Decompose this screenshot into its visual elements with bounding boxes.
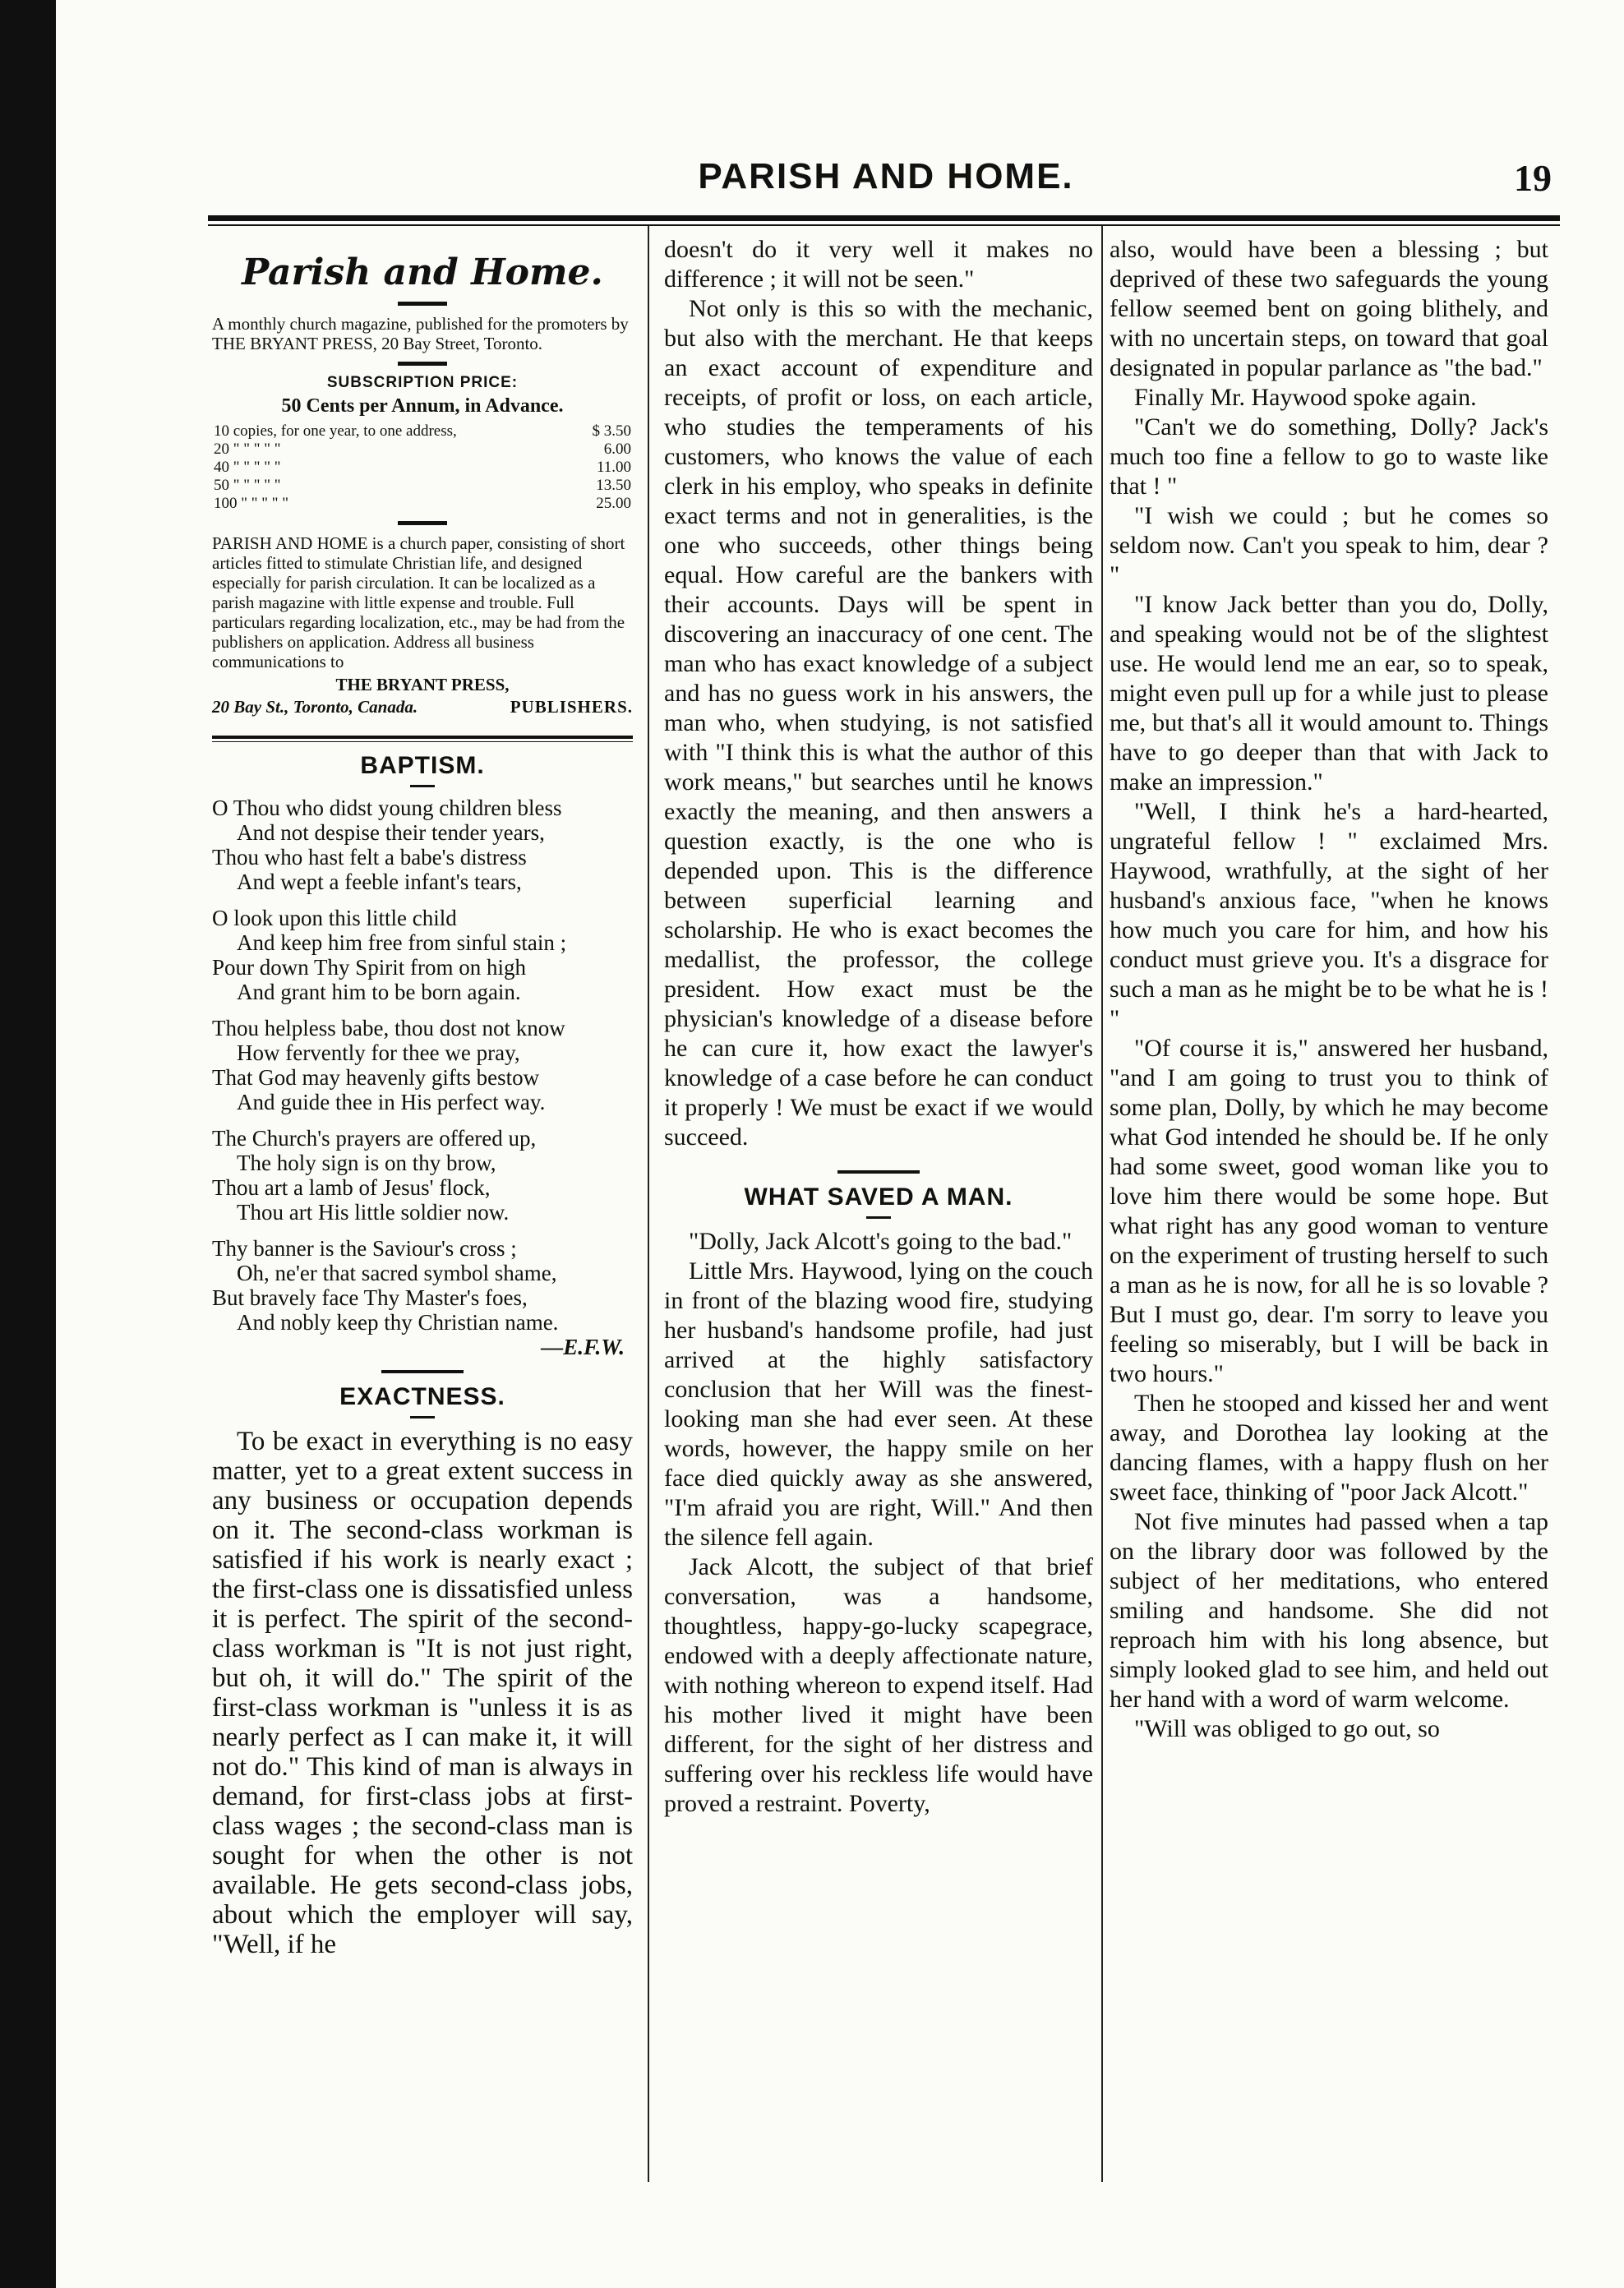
story-paragraph: Finally Mr. Haywood spoke again. xyxy=(1134,384,1477,411)
story-paragraph: "I know Jack better than you do, Dolly, and speaking would not be of the slightest use. He would lend me an ear, so to speak, might even pull up for a while just to please me, but that's all it would amount to. Things have to go deeper than that with Jack to make an impression." xyxy=(1110,591,1548,796)
story-paragraph: "Well, I think he's a hard-hearted, ungrateful fellow ! " exclaimed Mrs. Haywood, wrathfully, at the sight of her husband's anxious face, "when he knows how much you care for him, and how his conduct must grieve you. It's a disgrace for such a man as he might be to be what he is ! " xyxy=(1110,798,1548,1032)
price-quantity: 50 " " " " " xyxy=(214,477,281,494)
story-paragraph: "Of course it is," answered her husband, "and I am going to trust you to think of some plan, Dolly, by which he may become what God intended he should be. If he only had some sweet, good woman like you to love him there would be some hope. But what right has any good woman to venture on the experiment of trusting herself to such a man as he is now, for all he is so lovable ? But I must go, dear. I'm sorry to leave you feeling so miserably, but I will be back in two hours." xyxy=(1110,1035,1548,1387)
verse-line: Thy banner is the Saviour's cross ; xyxy=(212,1236,517,1261)
verse-line: Thou art a lamb of Jesus' flock, xyxy=(212,1175,491,1200)
column-divider-1 xyxy=(648,226,649,2182)
story-paragraph: "I wish we could ; but he comes so seldom now. Can't you speak to him, dear ? " xyxy=(1110,502,1548,588)
column-2 xyxy=(664,235,1093,1819)
section-double-rule xyxy=(212,736,633,742)
baptism-stanza xyxy=(212,1016,633,1114)
story-paragraph: "Dolly, Jack Alcott's going to the bad." xyxy=(689,1228,1073,1255)
verse-line: Thou who hast felt a babe's distress xyxy=(212,845,527,870)
verse-line: Oh, ne'er that sacred symbol shame, xyxy=(237,1261,557,1285)
price-amount: 25.00 xyxy=(596,495,631,512)
price-row xyxy=(212,441,633,459)
page-number: 19 xyxy=(1514,157,1552,199)
verse-line: And nobly keep thy Christian name. xyxy=(237,1310,559,1335)
baptism-stanza xyxy=(212,906,633,1004)
page-header xyxy=(212,156,1560,202)
price-row xyxy=(212,495,633,513)
story-paragraph: also, would have been a blessing ; but deprived of these two safeguards the young fellow seemed bent on going blithely, and with no uncertain steps, on toward that goal designated in popular parlance as "the bad." xyxy=(1110,236,1548,381)
newspaper-page xyxy=(56,0,1624,2288)
story-paragraph: Little Mrs. Haywood, lying on the couch in front of the blazing wood fire, studying her husband's handsome profile, had just arrived at the highly satisfactory conclusion that her Will was the finest-looking man she had ever seen. At these words, however, the happy smile on her face died quickly away as she answered, "I'm afraid you are right, Will." And then the silence fell again. xyxy=(664,1257,1093,1551)
verse-line: That God may heavenly gifts bestow xyxy=(212,1065,540,1090)
price-quantity: 40 " " " " " xyxy=(214,459,281,476)
price-row xyxy=(212,422,633,441)
verse-line: And not despise their tender years, xyxy=(237,820,545,845)
publishers-label: PUBLISHERS. xyxy=(510,697,633,717)
story-paragraph: Then he stooped and kissed her and went away, and Dorothea lay looking at the dancing flames, with a happy flush on her sweet face, thinking of "poor Jack Alcott." xyxy=(1110,1390,1548,1506)
verse-line: But bravely face Thy Master's foes, xyxy=(212,1285,528,1310)
story-paragraph: "Can't we do something, Dolly? Jack's much too fine a fellow to go to waste like that ! " xyxy=(1110,413,1548,500)
verse-line: The holy sign is on thy brow, xyxy=(237,1151,496,1175)
baptism-stanza xyxy=(212,796,633,894)
verse-line: Pour down Thy Spirit from on high xyxy=(212,955,527,980)
verse-line: O look upon this little child xyxy=(212,906,457,930)
masthead-description: PARISH AND HOME is a church paper, consisting of short articles fitted to stimulate Christian life, and designed especially for parish circulation. It can be localized as a parish magazine with little expense and trouble. Full particulars regarding localization, etc., may be had from the publishers on application. Address all business communications to xyxy=(212,533,625,671)
verse-line: How fervently for thee we pray, xyxy=(237,1040,520,1065)
section-rule xyxy=(837,1170,920,1174)
price-amount: 6.00 xyxy=(603,441,631,458)
price-amount: $ 3.50 xyxy=(592,422,631,440)
price-quantity: 20 " " " " " xyxy=(214,441,281,458)
price-amount: 11.00 xyxy=(596,459,631,476)
verse-line: O Thou who didst young children bless xyxy=(212,796,562,820)
verse-line: And wept a feeble infant's tears, xyxy=(237,870,522,894)
masthead-intro: A monthly church magazine, published for the promoters by THE BRYANT PRESS, 20 Bay Street, Toronto. xyxy=(212,314,629,353)
story-paragraph: Jack Alcott, the subject of that brief conversation, was a handsome, thoughtless, happy-go-lucky scapegrace, endowed with a deeply affectionate nature, with nothing whereon to expend itself. Had his mother lived it might have been different, for the sight of her distress and suffering over his reckless life would have proved a restraint. Poverty, xyxy=(664,1553,1093,1817)
what-saved-rule xyxy=(866,1216,891,1219)
header-rule-thick xyxy=(208,215,1560,221)
verse-line: And keep him free from sinful stain ; xyxy=(237,930,567,955)
what-saved-title: WHAT SAVED A MAN. xyxy=(744,1183,1013,1211)
intro-rule xyxy=(398,362,447,366)
exactness-paragraph: To be exact in everything is no easy matter, yet to a great extent success in any business or occupation depends on it. The second-class workman is satisfied if his work is nearly exact ; the first-class one is dissatisfied unless it is perfect. The spirit of the second-class workman is "It is not just right, but oh, it will do." The spirit of the first-class workman is "unless it is as nearly perfect as I can make it, it will not do." This kind of man is always in demand, for first-class jobs at first-class wages ; the second-class man is sought for when the other is not available. He gets second-class jobs, about which the employer will say, "Well, if he xyxy=(212,1427,633,1959)
price-rule xyxy=(398,521,447,525)
baptism-stanza xyxy=(212,1126,633,1225)
price-quantity: 100 " " " " " xyxy=(214,495,289,512)
verse-line: Thou art His little soldier now. xyxy=(237,1200,510,1225)
publisher-name: THE BRYANT PRESS, xyxy=(335,675,510,694)
header-rule-thin xyxy=(208,224,1560,226)
price-amount: 13.50 xyxy=(596,477,631,494)
publisher-address-line xyxy=(212,697,633,717)
exactness-title: EXACTNESS. xyxy=(339,1383,505,1410)
story-paragraph: "Will was obliged to go out, so xyxy=(1134,1715,1440,1742)
publisher-address: 20 Bay St., Toronto, Canada. xyxy=(212,697,418,717)
verse-line: And guide thee in His perfect way. xyxy=(237,1090,546,1114)
poem-signature: —E.F.W. xyxy=(541,1335,625,1359)
price-row xyxy=(212,459,633,477)
exactness-rule xyxy=(410,1416,435,1418)
masthead-rule xyxy=(398,302,447,306)
column-1 xyxy=(212,235,633,1959)
section-rule xyxy=(381,1370,464,1373)
baptism-stanza xyxy=(212,1236,633,1335)
verse-line: The Church's prayers are offered up, xyxy=(212,1126,537,1151)
column-3 xyxy=(1110,235,1548,1744)
story-paragraph: Not five minutes had passed when a tap on the library door was followed by the subject of her meditations, who entered smiling and handsome. She did not reproach him with his long absence, but simply looked glad to see him, and held out her hand with a word of warm welcome. xyxy=(1110,1508,1548,1713)
exactness-paragraph: doesn't do it very well it makes no difference ; it will not be seen." xyxy=(664,236,1093,293)
baptism-title: BAPTISM. xyxy=(360,752,485,779)
price-quantity: 10 copies, for one year, to one address, xyxy=(214,422,457,440)
subscription-heading: SUBSCRIPTION PRICE: xyxy=(326,374,519,391)
exactness-paragraph: Not only is this so with the mechanic, but also with the merchant. He that keeps an exact account of expenditure and receipts, of profit or loss, on each article, who studies the temperaments of his customers, who knows the value of each clerk in his employ, who speaks in definite exact terms and not in generalities, is the one who succeeds, other things being equal. How careful are the bankers with their accounts. Days will be spent in discovering an inaccuracy of one cent. The man who has exact knowledge of a subject and has no guess work in his answers, the man who, when studying, is not satisfied with "I think this is what the author of this work means," but searches until he knows exactly the meaning, and then answers a question exactly, is the one who is depended upon. This is the difference between superficial learning and scholarship. He who is exact becomes the medallist, the professor, the college president. How exact must be the physician's knowledge of a disease before he can cure it, how exact the lawyer's knowledge of a case before he can conduct it properly ! We must be exact if we would succeed. xyxy=(664,295,1093,1151)
verse-line: And grant him to be born again. xyxy=(237,980,521,1004)
running-head: PARISH AND HOME. xyxy=(698,156,1074,196)
subscription-price: 50 Cents per Annum, in Advance. xyxy=(281,395,564,417)
baptism-rule xyxy=(410,785,435,787)
price-table xyxy=(212,422,633,513)
masthead-title: Parish and Home. xyxy=(242,251,603,293)
column-divider-2 xyxy=(1101,226,1103,2182)
verse-line: Thou helpless babe, thou dost not know xyxy=(212,1016,565,1040)
price-row xyxy=(212,477,633,495)
